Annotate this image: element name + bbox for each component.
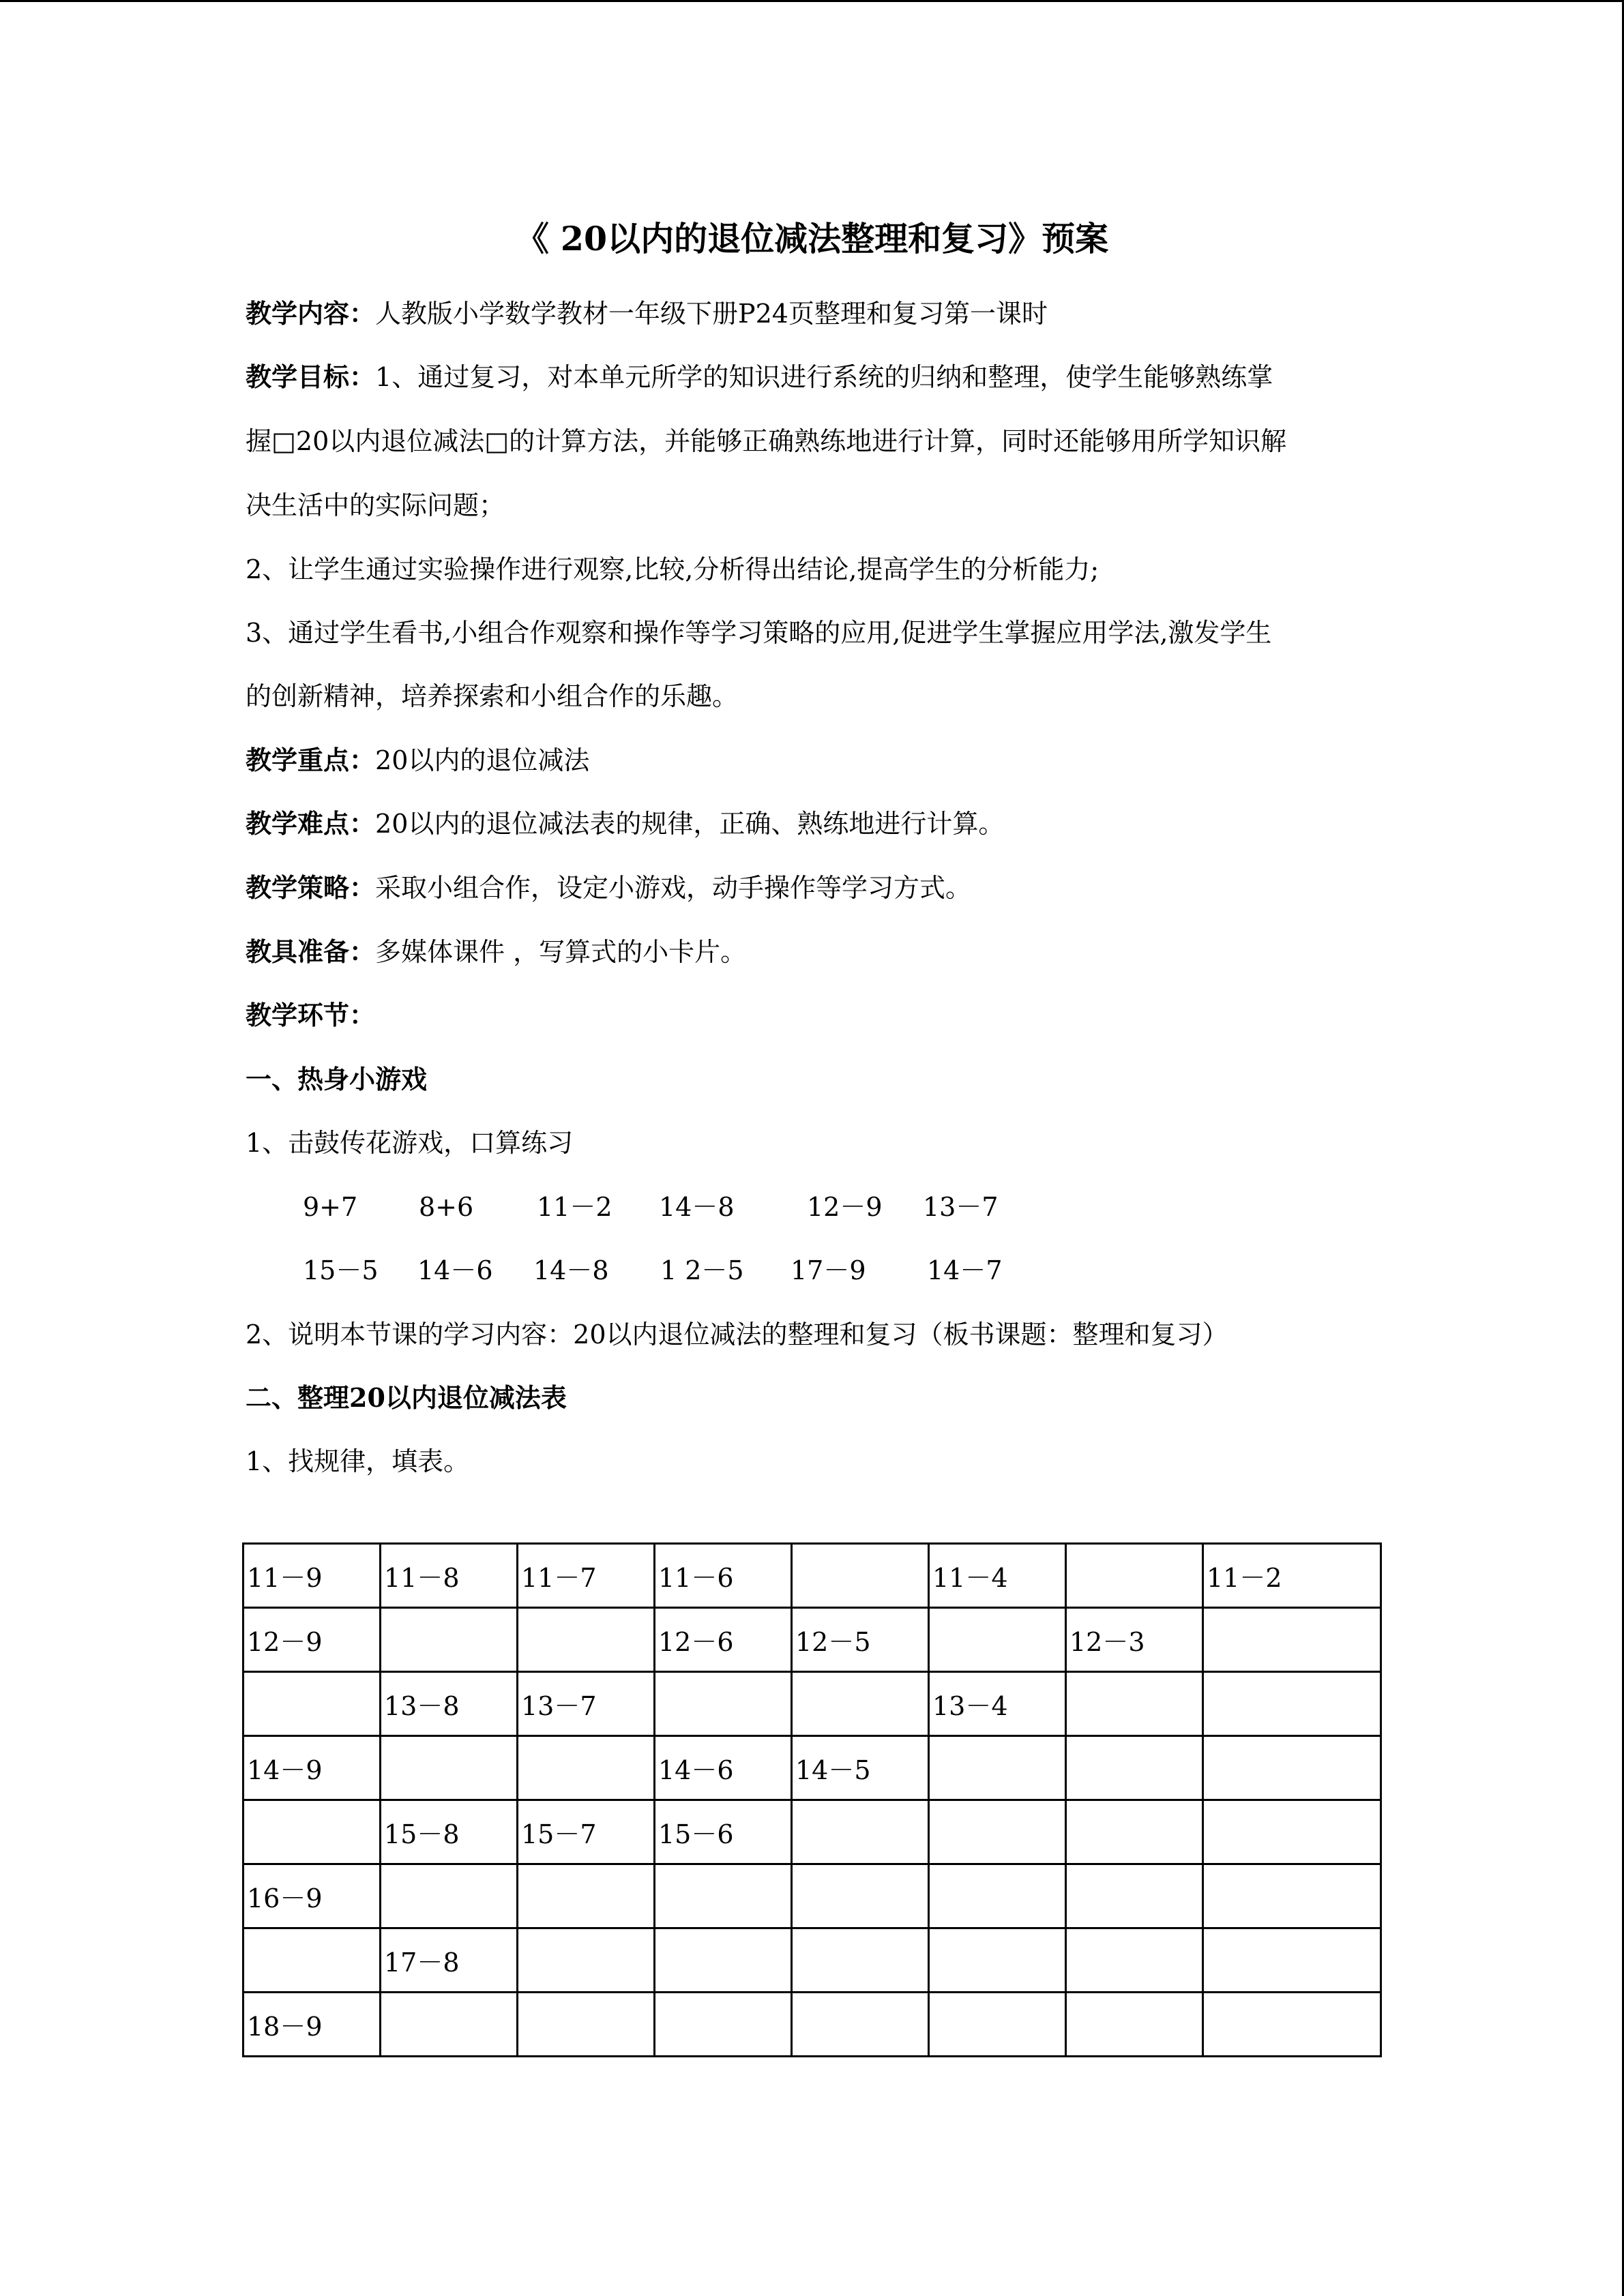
table-cell: 12－5 <box>792 1608 929 1672</box>
difficulty-text: 20以内的退位减法表的规律，正确、熟练地进行计算。 <box>375 809 1005 839</box>
tools-label: 教具准备： <box>246 936 376 967</box>
calc-expression: 11－2 <box>537 1192 612 1222</box>
table-cell: 14－6 <box>655 1736 792 1800</box>
table-row <box>243 1672 1381 1736</box>
teaching-content-label: 教学内容： <box>246 298 376 329</box>
strategy-text: 采取小组合作，设定小游戏，动手操作等学习方式。 <box>375 873 972 903</box>
table-cell: 11－2 <box>1203 1544 1381 1608</box>
strategy <box>246 867 971 908</box>
table-cell: 15－8 <box>381 1800 518 1864</box>
table-cell <box>518 1928 655 1993</box>
table-cell <box>792 1544 929 1608</box>
strategy-label: 教学策略： <box>246 872 376 903</box>
table-cell <box>655 1993 792 2057</box>
table-cell <box>243 1672 381 1736</box>
table-cell: 14－9 <box>243 1736 381 1800</box>
table-cell <box>243 1928 381 1993</box>
table-cell <box>792 1928 929 1993</box>
table-cell <box>792 1864 929 1928</box>
key-point <box>246 740 589 781</box>
table-row <box>243 1864 1381 1928</box>
table-cell <box>1066 1800 1203 1864</box>
table-cell <box>792 1672 929 1736</box>
table-cell: 13－7 <box>518 1672 655 1736</box>
section1-heading: 一、热身小游戏 <box>246 1064 428 1094</box>
table-cell <box>1203 1672 1381 1736</box>
section1-item1: 1、击鼓传花游戏，口算练习 <box>246 1128 574 1158</box>
table-cell <box>929 1993 1066 2057</box>
table-cell: 12－3 <box>1066 1608 1203 1672</box>
table-cell <box>1066 1736 1203 1800</box>
table-cell <box>381 1993 518 2057</box>
table-cell: 11－8 <box>381 1544 518 1608</box>
table-row <box>243 1544 1381 1608</box>
table-cell: 16－9 <box>243 1864 381 1928</box>
calc-expression: 14－8 <box>533 1255 609 1285</box>
table-cell <box>929 1928 1066 1993</box>
calc-expression: 14－8 <box>659 1192 735 1222</box>
table-cell: 11－7 <box>518 1544 655 1608</box>
table-cell: 11－6 <box>655 1544 792 1608</box>
subtraction-table <box>242 1542 1382 2057</box>
table-cell <box>929 1736 1066 1800</box>
table-cell <box>1066 1544 1203 1608</box>
teaching-goals-line6: 的创新精神，培养探索和小组合作的乐趣。 <box>246 681 739 711</box>
tools <box>246 931 746 972</box>
table-cell <box>792 1800 929 1864</box>
teaching-goals-line5: 3、通过学生看书,小组合作观察和操作等学习策略的应用,促进学生掌握应用学法,激发学生 <box>246 618 1272 648</box>
calc-expression: 14－7 <box>927 1255 1003 1285</box>
table-cell <box>1203 1993 1381 2057</box>
table-cell: 13－8 <box>381 1672 518 1736</box>
teaching-goals-line4: 2、让学生通过实验操作进行观察,比较,分析得出结论,提高学生的分析能力; <box>246 554 1099 584</box>
table-cell <box>1066 1864 1203 1928</box>
table-cell <box>1203 1864 1381 1928</box>
table-cell <box>655 1864 792 1928</box>
table-cell <box>381 1864 518 1928</box>
calc-expression: 13－7 <box>923 1192 999 1222</box>
teaching-goals-line2: 握□20以内退位减法□的计算方法，并能够正确熟练地进行计算，同时还能够用所学知识解 <box>246 426 1287 456</box>
teaching-goals <box>246 357 1273 398</box>
page-border-top <box>0 0 1624 2</box>
table-cell <box>929 1864 1066 1928</box>
table-cell: 15－7 <box>518 1800 655 1864</box>
table-cell <box>655 1672 792 1736</box>
table-cell <box>518 1608 655 1672</box>
table-row <box>243 1608 1381 1672</box>
table-cell <box>518 1993 655 2057</box>
table-cell <box>792 1993 929 2057</box>
difficulty-label: 教学难点： <box>246 808 376 839</box>
process-label: 教学环节： <box>246 1000 376 1030</box>
table-cell: 11－4 <box>929 1544 1066 1608</box>
table-cell <box>381 1608 518 1672</box>
calc-expression: 8+6 <box>419 1192 474 1222</box>
calc-expression: 17－9 <box>791 1255 866 1285</box>
table-cell: 18－9 <box>243 1993 381 2057</box>
teaching-goals-line1: 1、通过复习，对本单元所学的知识进行系统的归纳和整理，使学生能够熟练掌 <box>375 362 1273 392</box>
key-point-label: 教学重点： <box>246 745 376 775</box>
document-title: 《 20以内的退位减法整理和复习》预案 <box>515 219 1109 258</box>
table-cell <box>1203 1928 1381 1993</box>
table-cell <box>1066 1928 1203 1993</box>
table-cell <box>655 1928 792 1993</box>
table-cell <box>929 1608 1066 1672</box>
difficulty <box>246 803 1004 844</box>
teaching-goals-line3: 决生活中的实际问题； <box>246 490 505 520</box>
table-cell: 15－6 <box>655 1800 792 1864</box>
table-row <box>243 1800 1381 1864</box>
table-cell <box>1203 1608 1381 1672</box>
table-cell <box>1066 1993 1203 2057</box>
calc-expression: 15－5 <box>303 1255 379 1285</box>
tools-text: 多媒体课件 ，写算式的小卡片。 <box>375 937 747 967</box>
table-cell <box>518 1736 655 1800</box>
teaching-content <box>246 293 1048 334</box>
teaching-content-text: 人教版小学数学教材一年级下册P24页整理和复习第一课时 <box>375 299 1048 329</box>
table-row <box>243 1736 1381 1800</box>
key-point-text: 20以内的退位减法 <box>375 745 590 775</box>
table-cell <box>381 1736 518 1800</box>
table-cell: 14－5 <box>792 1736 929 1800</box>
table-cell: 17－8 <box>381 1928 518 1993</box>
table-cell: 13－4 <box>929 1672 1066 1736</box>
table-cell <box>1203 1736 1381 1800</box>
table-cell: 11－9 <box>243 1544 381 1608</box>
table-cell <box>518 1864 655 1928</box>
teaching-goals-label: 教学目标： <box>246 361 376 392</box>
section1-item2: 2、说明本节课的学习内容：20以内退位减法的整理和复习（板书课题：整理和复习） <box>246 1320 1228 1350</box>
section2-heading: 二、整理20以内退位减法表 <box>246 1382 567 1413</box>
table-cell <box>1203 1800 1381 1864</box>
calc-expression: 1 2－5 <box>660 1255 744 1285</box>
calc-expression: 14－6 <box>417 1255 493 1285</box>
table-cell <box>243 1800 381 1864</box>
table-row <box>243 1928 1381 1993</box>
table-cell: 12－6 <box>655 1608 792 1672</box>
table-cell <box>1066 1672 1203 1736</box>
calc-expression: 12－9 <box>807 1192 883 1222</box>
section2-item1: 1、找规律，填表。 <box>246 1446 470 1476</box>
table-cell <box>929 1800 1066 1864</box>
calc-expression: 9+7 <box>303 1192 358 1222</box>
table-cell: 12－9 <box>243 1608 381 1672</box>
table-row <box>243 1993 1381 2057</box>
